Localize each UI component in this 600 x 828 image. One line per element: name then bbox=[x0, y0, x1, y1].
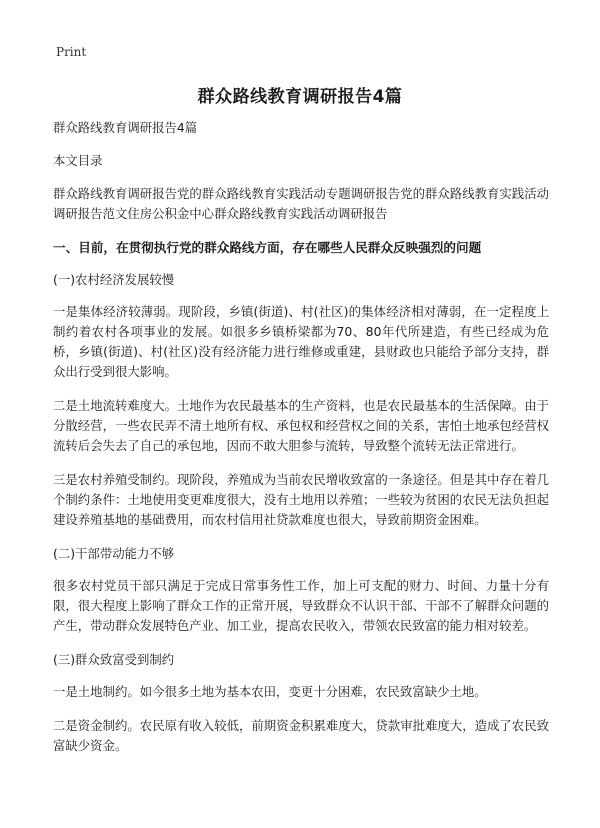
document-subtitle: 群众路线教育调研报告4篇 bbox=[53, 120, 198, 135]
subheading-3: (三)群众致富受到制约 bbox=[53, 652, 175, 667]
document-body bbox=[53, 118, 549, 770]
paragraph: 二是资金制约。农民原有收入较低，前期资金积累难度大，贷款审批难度大，造成了农民致富缺少资金。 bbox=[53, 718, 549, 753]
paragraph: 一是土地制约。如今很多土地为基本农田，变更十分困难，农民致富缺少土地。 bbox=[53, 684, 487, 699]
subheading-2: (二)干部带动能力不够 bbox=[53, 546, 175, 561]
section-heading-1: 一、目前，在贯彻执行党的群众路线方面，存在哪些人民群众反映强烈的问题 bbox=[53, 240, 482, 255]
paragraph: 二是土地流转难度大。土地作为农民最基本的生产资料，也是农民最基本的生活保障。由于分散经营，一些农民弄不清土地所有权、承包权和经营权之间的关系，害怕土地承包经营权流转后会失去了自己的承包地，因而不敢大胆参与流转，导致整个流转无法正常进行。 bbox=[53, 398, 549, 453]
toc-label: 本文目录 bbox=[53, 153, 103, 168]
paragraph: 三是农村养殖受制约。现阶段，养殖成为当前农民增收致富的一条途径。但是其中存在着几个制约条件：土地使用变更难度很大，没有土地用以养殖；一些较为贫困的农民无法负担起建设养殖基地的基础费用，而农村信用社贷款难度也很大，导致前期资金困难。 bbox=[53, 472, 549, 527]
subheading-1: (一)农村经济发展较慢 bbox=[53, 272, 175, 287]
toc-text: 群众路线教育调研报告党的群众路线教育实践活动专题调研报告党的群众路线教育实践活动调研报告范文住房公积金中心群众路线教育实践活动调研报告 bbox=[53, 186, 549, 221]
page-title: 群众路线教育调研报告4篇 bbox=[197, 87, 403, 107]
paragraph: 很多农村党员干部只满足于完成日常事务性工作，加上可支配的财力、时间、力量十分有限，很大程度上影响了群众工作的正常开展，导致群众不认识干部、干部不了解群众问题的产生，带动群众发展特色产业、加工业，提高农民收入，带领农民致富的能力相对较差。 bbox=[53, 578, 549, 633]
paragraph: 一是集体经济较薄弱。现阶段，乡镇(街道)、村(社区)的集体经济相对薄弱，在一定程度上制约着农村各项事业的发展。如很多乡镇桥梁都为70、80年代所建造，有些已经成为危桥，乡镇(街道)、村(社区)没有经济能力进行维修或重建，县财政也只能给予部分支持，群众出行受到很大影响。 bbox=[53, 304, 549, 379]
print-label: Print bbox=[56, 45, 87, 59]
